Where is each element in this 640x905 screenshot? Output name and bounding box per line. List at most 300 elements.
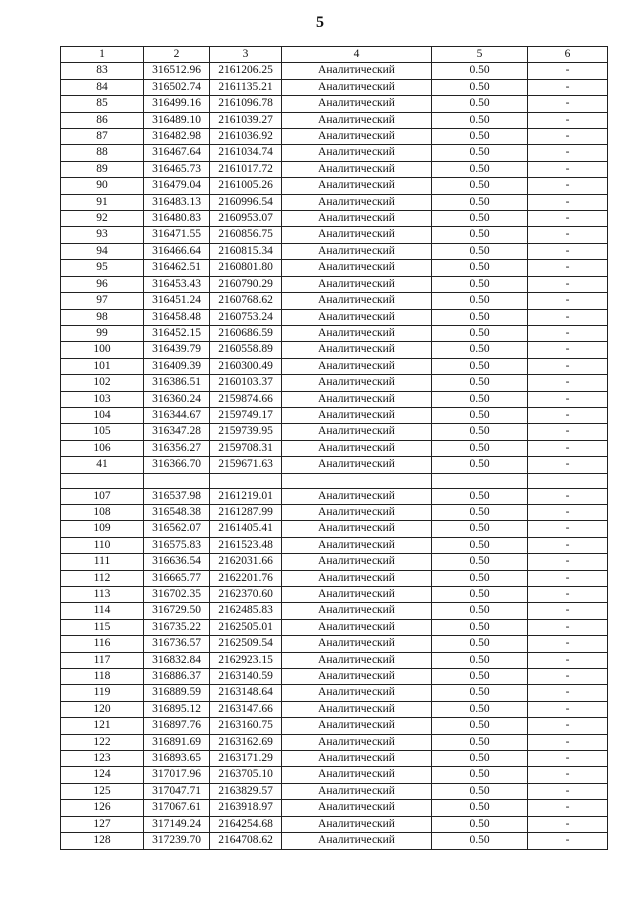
header-col-4: 4 (282, 47, 432, 63)
x-coordinate-cell: 316479.04 (144, 178, 210, 194)
x-coordinate-cell (144, 473, 210, 488)
coordinates-table (60, 46, 608, 850)
y-coordinate-cell: 2163148.64 (210, 685, 282, 701)
table-row (61, 309, 608, 325)
x-coordinate-cell: 316465.73 (144, 161, 210, 177)
method-cell: Аналитический (282, 488, 432, 504)
x-coordinate-cell: 316467.64 (144, 145, 210, 161)
note-cell: - (528, 537, 608, 553)
note-cell: - (528, 800, 608, 816)
accuracy-cell: 0.50 (432, 652, 528, 668)
note-cell: - (528, 521, 608, 537)
point-number-cell: 114 (61, 603, 144, 619)
note-cell: - (528, 751, 608, 767)
point-number-cell: 116 (61, 636, 144, 652)
x-coordinate-cell: 316889.59 (144, 685, 210, 701)
accuracy-cell: 0.50 (432, 587, 528, 603)
accuracy-cell: 0.50 (432, 407, 528, 423)
method-cell: Аналитический (282, 457, 432, 473)
method-cell: Аналитический (282, 833, 432, 849)
point-number-cell: 99 (61, 325, 144, 341)
y-coordinate-cell: 2161206.25 (210, 63, 282, 79)
y-coordinate-cell: 2162370.60 (210, 587, 282, 603)
x-coordinate-cell: 316347.28 (144, 424, 210, 440)
method-cell: Аналитический (282, 391, 432, 407)
table-row (61, 537, 608, 553)
method-cell: Аналитический (282, 718, 432, 734)
table-row (61, 178, 608, 194)
x-coordinate-cell: 316736.57 (144, 636, 210, 652)
table-row (61, 161, 608, 177)
point-number-cell: 87 (61, 129, 144, 145)
y-coordinate-cell: 2160686.59 (210, 325, 282, 341)
x-coordinate-cell: 316665.77 (144, 570, 210, 586)
method-cell (282, 473, 432, 488)
note-cell: - (528, 63, 608, 79)
accuracy-cell: 0.50 (432, 293, 528, 309)
point-number-cell: 102 (61, 375, 144, 391)
point-number-cell: 84 (61, 79, 144, 95)
method-cell: Аналитический (282, 178, 432, 194)
point-number-cell: 98 (61, 309, 144, 325)
point-number-cell: 126 (61, 800, 144, 816)
y-coordinate-cell: 2161005.26 (210, 178, 282, 194)
point-number-cell: 90 (61, 178, 144, 194)
accuracy-cell: 0.50 (432, 276, 528, 292)
x-coordinate-cell: 316893.65 (144, 751, 210, 767)
point-number-cell: 101 (61, 358, 144, 374)
x-coordinate-cell: 316489.10 (144, 112, 210, 128)
y-coordinate-cell: 2164254.68 (210, 816, 282, 832)
y-coordinate-cell: 2160790.29 (210, 276, 282, 292)
table-row (61, 243, 608, 259)
method-cell: Аналитический (282, 816, 432, 832)
table-row (61, 701, 608, 717)
point-number-cell: 107 (61, 488, 144, 504)
table-row (61, 833, 608, 849)
method-cell: Аналитический (282, 276, 432, 292)
x-coordinate-cell: 316891.69 (144, 734, 210, 750)
accuracy-cell: 0.50 (432, 636, 528, 652)
table-row (61, 194, 608, 210)
table-row (61, 129, 608, 145)
point-number-cell: 108 (61, 504, 144, 520)
table-row (61, 227, 608, 243)
method-cell: Аналитический (282, 375, 432, 391)
note-cell: - (528, 194, 608, 210)
table-row (61, 79, 608, 95)
method-cell: Аналитический (282, 325, 432, 341)
x-coordinate-cell: 316366.70 (144, 457, 210, 473)
y-coordinate-cell (210, 473, 282, 488)
note-cell: - (528, 325, 608, 341)
point-number-cell: 112 (61, 570, 144, 586)
accuracy-cell: 0.50 (432, 619, 528, 635)
table-row (61, 260, 608, 276)
y-coordinate-cell: 2163147.66 (210, 701, 282, 717)
note-cell: - (528, 554, 608, 570)
x-coordinate-cell: 316462.51 (144, 260, 210, 276)
y-coordinate-cell: 2161523.48 (210, 537, 282, 553)
x-coordinate-cell: 316512.96 (144, 63, 210, 79)
x-coordinate-cell: 316452.15 (144, 325, 210, 341)
note-cell: - (528, 734, 608, 750)
note-cell: - (528, 96, 608, 112)
note-cell: - (528, 783, 608, 799)
y-coordinate-cell: 2162923.15 (210, 652, 282, 668)
y-coordinate-cell: 2160815.34 (210, 243, 282, 259)
x-coordinate-cell: 316895.12 (144, 701, 210, 717)
table-row (61, 783, 608, 799)
accuracy-cell: 0.50 (432, 488, 528, 504)
method-cell: Аналитический (282, 227, 432, 243)
method-cell: Аналитический (282, 112, 432, 128)
point-number-cell: 93 (61, 227, 144, 243)
note-cell: - (528, 178, 608, 194)
y-coordinate-cell: 2159708.31 (210, 440, 282, 456)
table-row (61, 685, 608, 701)
point-number-cell: 109 (61, 521, 144, 537)
x-coordinate-cell: 316482.98 (144, 129, 210, 145)
x-coordinate-cell: 316729.50 (144, 603, 210, 619)
point-number-cell: 105 (61, 424, 144, 440)
point-number-cell: 85 (61, 96, 144, 112)
note-cell: - (528, 636, 608, 652)
point-number-cell: 88 (61, 145, 144, 161)
note-cell: - (528, 112, 608, 128)
note-cell: - (528, 701, 608, 717)
accuracy-cell: 0.50 (432, 375, 528, 391)
method-cell: Аналитический (282, 767, 432, 783)
y-coordinate-cell: 2163162.69 (210, 734, 282, 750)
table-row (61, 734, 608, 750)
accuracy-cell: 0.50 (432, 537, 528, 553)
y-coordinate-cell: 2163140.59 (210, 669, 282, 685)
accuracy-cell: 0.50 (432, 554, 528, 570)
x-coordinate-cell: 316499.16 (144, 96, 210, 112)
x-coordinate-cell: 316344.67 (144, 407, 210, 423)
y-coordinate-cell: 2160768.62 (210, 293, 282, 309)
table-row (61, 424, 608, 440)
note-cell: - (528, 375, 608, 391)
method-cell: Аналитический (282, 800, 432, 816)
note-cell: - (528, 79, 608, 95)
accuracy-cell: 0.50 (432, 701, 528, 717)
x-coordinate-cell: 316886.37 (144, 669, 210, 685)
table-row (61, 112, 608, 128)
method-cell: Аналитический (282, 701, 432, 717)
note-cell: - (528, 570, 608, 586)
method-cell: Аналитический (282, 145, 432, 161)
table-row (61, 440, 608, 456)
y-coordinate-cell: 2164708.62 (210, 833, 282, 849)
x-coordinate-cell: 316897.76 (144, 718, 210, 734)
method-cell: Аналитический (282, 211, 432, 227)
x-coordinate-cell: 316502.74 (144, 79, 210, 95)
y-coordinate-cell: 2160856.75 (210, 227, 282, 243)
note-cell: - (528, 718, 608, 734)
point-number-cell: 123 (61, 751, 144, 767)
point-number-cell: 106 (61, 440, 144, 456)
table-row (61, 488, 608, 504)
x-coordinate-cell: 316832.84 (144, 652, 210, 668)
y-coordinate-cell: 2161034.74 (210, 145, 282, 161)
note-cell: - (528, 129, 608, 145)
y-coordinate-cell: 2160558.89 (210, 342, 282, 358)
note-cell: - (528, 833, 608, 849)
accuracy-cell: 0.50 (432, 63, 528, 79)
point-number-cell: 41 (61, 457, 144, 473)
point-number-cell: 113 (61, 587, 144, 603)
x-coordinate-cell: 316702.35 (144, 587, 210, 603)
method-cell: Аналитический (282, 243, 432, 259)
accuracy-cell: 0.50 (432, 161, 528, 177)
table-row (61, 816, 608, 832)
point-number-cell: 104 (61, 407, 144, 423)
x-coordinate-cell: 316636.54 (144, 554, 210, 570)
accuracy-cell: 0.50 (432, 751, 528, 767)
table-row (61, 619, 608, 635)
note-cell: - (528, 391, 608, 407)
note-cell: - (528, 358, 608, 374)
x-coordinate-cell: 317047.71 (144, 783, 210, 799)
y-coordinate-cell: 2161036.92 (210, 129, 282, 145)
method-cell: Аналитический (282, 260, 432, 276)
y-coordinate-cell: 2160801.80 (210, 260, 282, 276)
point-number-cell: 89 (61, 161, 144, 177)
method-cell: Аналитический (282, 619, 432, 635)
point-number-cell: 95 (61, 260, 144, 276)
point-number-cell: 124 (61, 767, 144, 783)
header-col-2: 2 (144, 47, 210, 63)
method-cell: Аналитический (282, 669, 432, 685)
point-number-cell: 103 (61, 391, 144, 407)
accuracy-cell: 0.50 (432, 211, 528, 227)
method-cell: Аналитический (282, 440, 432, 456)
accuracy-cell: 0.50 (432, 112, 528, 128)
point-number-cell: 117 (61, 652, 144, 668)
accuracy-cell: 0.50 (432, 194, 528, 210)
note-cell: - (528, 440, 608, 456)
x-coordinate-cell: 316360.24 (144, 391, 210, 407)
method-cell: Аналитический (282, 129, 432, 145)
accuracy-cell: 0.50 (432, 833, 528, 849)
point-number-cell: 92 (61, 211, 144, 227)
point-number-cell: 121 (61, 718, 144, 734)
accuracy-cell: 0.50 (432, 734, 528, 750)
x-coordinate-cell: 316537.98 (144, 488, 210, 504)
note-cell: - (528, 767, 608, 783)
y-coordinate-cell: 2163160.75 (210, 718, 282, 734)
accuracy-cell: 0.50 (432, 79, 528, 95)
x-coordinate-cell: 316453.43 (144, 276, 210, 292)
point-number-cell: 127 (61, 816, 144, 832)
x-coordinate-cell: 317017.96 (144, 767, 210, 783)
accuracy-cell: 0.50 (432, 767, 528, 783)
y-coordinate-cell: 2163918.97 (210, 800, 282, 816)
note-cell: - (528, 309, 608, 325)
table-row (61, 473, 608, 488)
point-number-cell: 122 (61, 734, 144, 750)
method-cell: Аналитический (282, 424, 432, 440)
point-number-cell: 83 (61, 63, 144, 79)
accuracy-cell: 0.50 (432, 96, 528, 112)
table-row (61, 211, 608, 227)
accuracy-cell: 0.50 (432, 358, 528, 374)
x-coordinate-cell: 316483.13 (144, 194, 210, 210)
table-row (61, 587, 608, 603)
method-cell: Аналитический (282, 521, 432, 537)
y-coordinate-cell: 2160753.24 (210, 309, 282, 325)
method-cell: Аналитический (282, 342, 432, 358)
method-cell: Аналитический (282, 309, 432, 325)
method-cell: Аналитический (282, 751, 432, 767)
note-cell: - (528, 211, 608, 227)
y-coordinate-cell: 2162201.76 (210, 570, 282, 586)
method-cell: Аналитический (282, 161, 432, 177)
accuracy-cell: 0.50 (432, 243, 528, 259)
accuracy-cell: 0.50 (432, 800, 528, 816)
point-number-cell: 97 (61, 293, 144, 309)
table-body (61, 63, 608, 849)
note-cell: - (528, 587, 608, 603)
accuracy-cell: 0.50 (432, 718, 528, 734)
accuracy-cell: 0.50 (432, 816, 528, 832)
note-cell: - (528, 457, 608, 473)
point-number-cell: 119 (61, 685, 144, 701)
note-cell: - (528, 407, 608, 423)
method-cell: Аналитический (282, 603, 432, 619)
table-row (61, 276, 608, 292)
x-coordinate-cell: 316458.48 (144, 309, 210, 325)
note-cell: - (528, 685, 608, 701)
accuracy-cell: 0.50 (432, 504, 528, 520)
y-coordinate-cell: 2161287.99 (210, 504, 282, 520)
method-cell: Аналитический (282, 194, 432, 210)
accuracy-cell: 0.50 (432, 342, 528, 358)
point-number-cell: 115 (61, 619, 144, 635)
x-coordinate-cell: 316451.24 (144, 293, 210, 309)
method-cell: Аналитический (282, 570, 432, 586)
y-coordinate-cell: 2160103.37 (210, 375, 282, 391)
point-number-cell: 91 (61, 194, 144, 210)
x-coordinate-cell: 316356.27 (144, 440, 210, 456)
accuracy-cell: 0.50 (432, 145, 528, 161)
point-number-cell: 118 (61, 669, 144, 685)
table-row (61, 800, 608, 816)
header-col-1: 1 (61, 47, 144, 63)
method-cell: Аналитический (282, 587, 432, 603)
y-coordinate-cell: 2161096.78 (210, 96, 282, 112)
accuracy-cell: 0.50 (432, 603, 528, 619)
table-row (61, 96, 608, 112)
method-cell: Аналитический (282, 554, 432, 570)
y-coordinate-cell: 2159749.17 (210, 407, 282, 423)
method-cell: Аналитический (282, 407, 432, 423)
note-cell: - (528, 161, 608, 177)
header-col-3: 3 (210, 47, 282, 63)
y-coordinate-cell: 2163829.57 (210, 783, 282, 799)
table-row (61, 342, 608, 358)
accuracy-cell: 0.50 (432, 783, 528, 799)
y-coordinate-cell: 2162509.54 (210, 636, 282, 652)
y-coordinate-cell: 2159671.63 (210, 457, 282, 473)
point-number-cell: 96 (61, 276, 144, 292)
method-cell: Аналитический (282, 783, 432, 799)
table-row (61, 391, 608, 407)
y-coordinate-cell: 2162485.83 (210, 603, 282, 619)
accuracy-cell: 0.50 (432, 391, 528, 407)
y-coordinate-cell: 2161135.21 (210, 79, 282, 95)
accuracy-cell: 0.50 (432, 570, 528, 586)
x-coordinate-cell: 316386.51 (144, 375, 210, 391)
note-cell: - (528, 276, 608, 292)
method-cell: Аналитический (282, 734, 432, 750)
accuracy-cell: 0.50 (432, 129, 528, 145)
point-number-cell: 111 (61, 554, 144, 570)
x-coordinate-cell: 316735.22 (144, 619, 210, 635)
header-col-6: 6 (528, 47, 608, 63)
point-number-cell: 86 (61, 112, 144, 128)
table-row (61, 457, 608, 473)
table-row (61, 767, 608, 783)
y-coordinate-cell: 2159874.66 (210, 391, 282, 407)
note-cell: - (528, 488, 608, 504)
table-row (61, 554, 608, 570)
y-coordinate-cell: 2163705.10 (210, 767, 282, 783)
y-coordinate-cell: 2162031.66 (210, 554, 282, 570)
table-row (61, 63, 608, 79)
point-number-cell (61, 473, 144, 488)
y-coordinate-cell: 2161039.27 (210, 112, 282, 128)
table-row (61, 751, 608, 767)
page-number: 5 (316, 14, 324, 31)
note-cell: - (528, 669, 608, 685)
method-cell: Аналитический (282, 63, 432, 79)
note-cell: - (528, 603, 608, 619)
accuracy-cell: 0.50 (432, 424, 528, 440)
table-row (61, 669, 608, 685)
note-cell (528, 473, 608, 488)
point-number-cell: 100 (61, 342, 144, 358)
note-cell: - (528, 243, 608, 259)
note-cell: - (528, 342, 608, 358)
y-coordinate-cell: 2159739.95 (210, 424, 282, 440)
accuracy-cell: 0.50 (432, 309, 528, 325)
header-col-5: 5 (432, 47, 528, 63)
table-row (61, 570, 608, 586)
x-coordinate-cell: 317067.61 (144, 800, 210, 816)
table-row (61, 521, 608, 537)
table-row (61, 718, 608, 734)
y-coordinate-cell: 2161017.72 (210, 161, 282, 177)
accuracy-cell: 0.50 (432, 685, 528, 701)
note-cell: - (528, 227, 608, 243)
y-coordinate-cell: 2161405.41 (210, 521, 282, 537)
accuracy-cell: 0.50 (432, 457, 528, 473)
method-cell: Аналитический (282, 293, 432, 309)
note-cell: - (528, 260, 608, 276)
table-row (61, 145, 608, 161)
method-cell: Аналитический (282, 636, 432, 652)
table-row (61, 358, 608, 374)
method-cell: Аналитический (282, 358, 432, 374)
x-coordinate-cell: 316480.83 (144, 211, 210, 227)
method-cell: Аналитический (282, 96, 432, 112)
accuracy-cell: 0.50 (432, 260, 528, 276)
x-coordinate-cell: 316562.07 (144, 521, 210, 537)
method-cell: Аналитический (282, 504, 432, 520)
